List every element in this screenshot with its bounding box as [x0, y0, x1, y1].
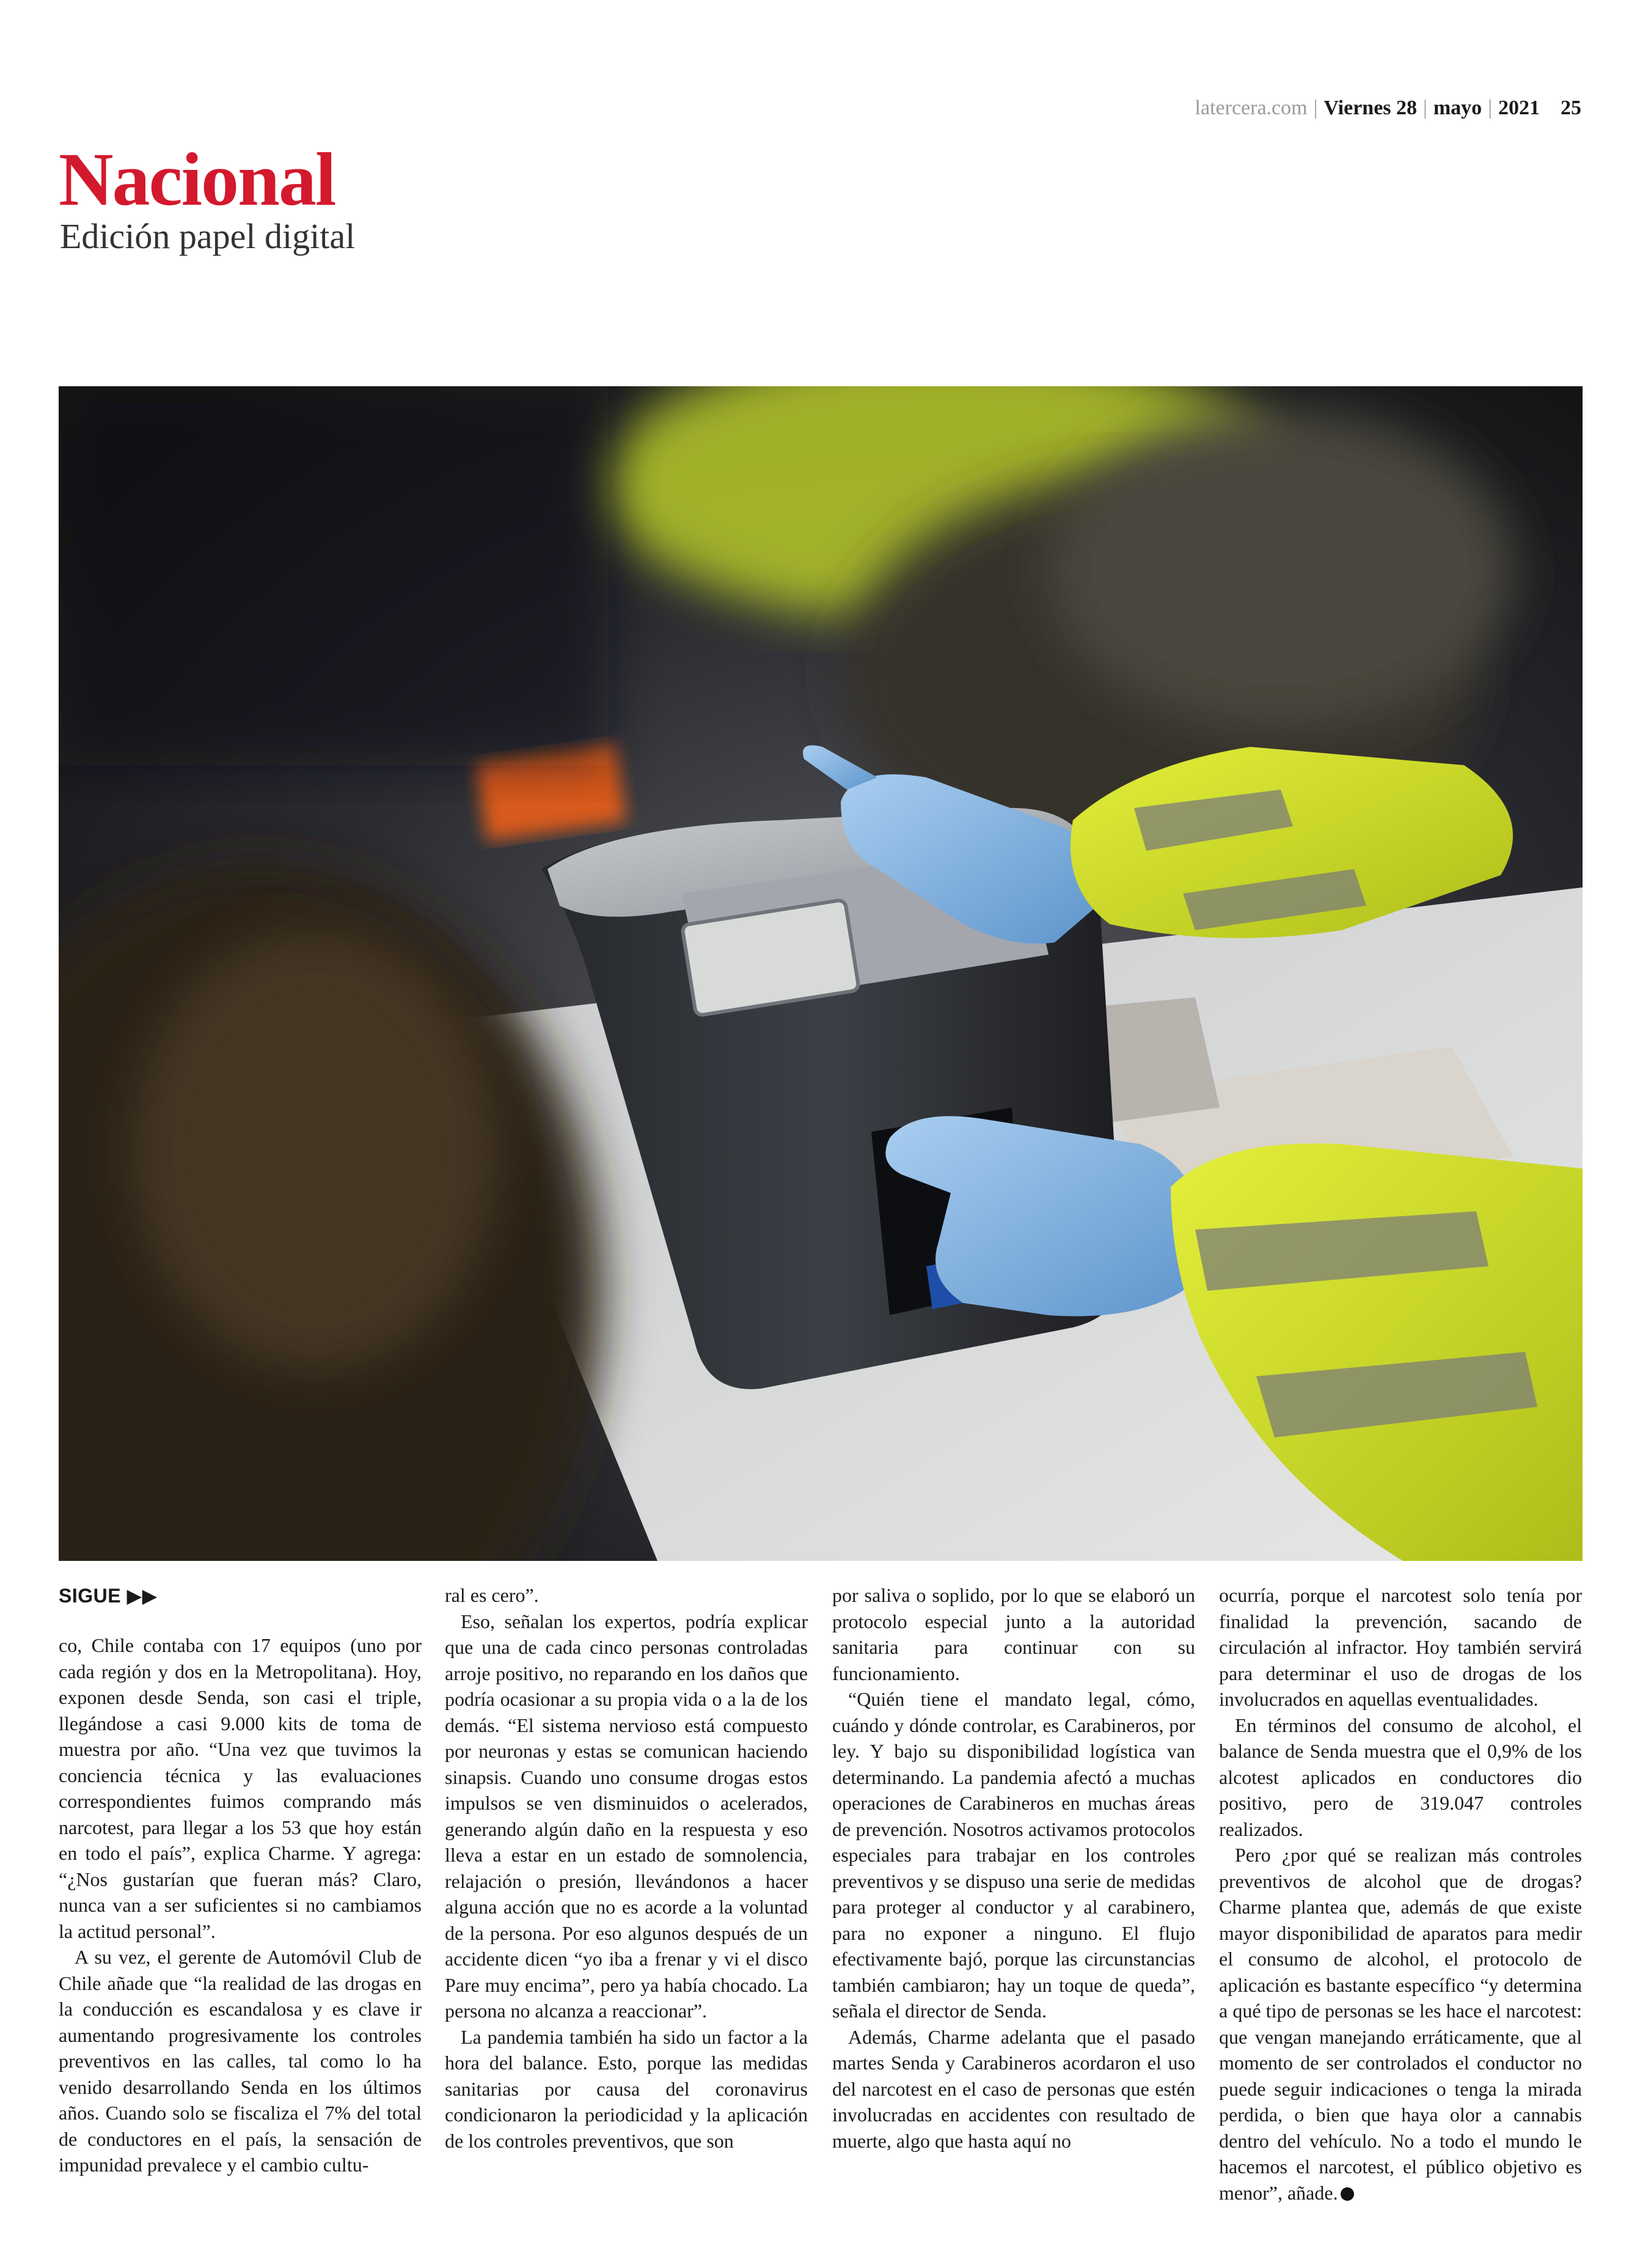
paragraph: “Quién tiene el mandato legal, cómo, cuándo y dónde controlar, es Carabineros, por ley. Y bajo su disponibilidad logística van determinando. La pandemia afectó a muchas operaciones de Carabineros en muchas áreas de prevención. Nosotros activamos protocolos especiales para trabajar en los controles preventivos y se dispuso una serie de medidas para proteger al conductor y al carabinero, para no exponer a ninguno. El flujo efectivamente bajó, porque las circunstancias también cambiaron; hay un toque de queda”, señala el director de Senda. [832, 1688, 1195, 2022]
header-separator: | [1423, 97, 1427, 119]
paragraph: co, Chile contaba con 17 equipos (uno por cada región y dos en la Metropolitana). Hoy, exponen desde Senda, son casi el triple, llegándose a casi 9.000 kits de toma de muestra por año. “Una vez que tuvimos la conciencia técnica y las evaluaciones correspondientes fuimos comprando más narcotest, para llegar a los 53 que hoy están en todo el país”, explica Charme. Y agrega: “¿Nos gustarían que fueran más? Claro, nunca van a ser suficientes si no cambiamos la actitud personal”. [59, 1634, 422, 1942]
article-column-2 [445, 1582, 808, 2154]
header-year: 2021 [1498, 97, 1540, 119]
paragraph: ral es cero”. [445, 1584, 539, 1606]
paragraph: En términos del consumo de alcohol, el balance de Senda muestra que el 0,9% de los alcotest aplicados en conductores dio positivo, pero de 319.047 controles realizados. [1219, 1714, 1582, 1840]
site-name: latercera.com [1195, 97, 1308, 119]
paragraph: A su vez, el gerente de Automóvil Club de Chile añade que “la realidad de las drogas en la conducción es escandalosa y es clave ir aumentando progresivamente los controles preventivos en las calles, tal como lo ha venido desarrollando Senda en los últimos años. Cuando solo se fiscaliza el 7% del total de conductores en el país, la sensación de impunidad prevalece y el cambio cultu- [59, 1946, 422, 2176]
page-header [1195, 97, 1581, 120]
paragraph: La pandemia también ha sido un factor a la hora del balance. Esto, porque las medidas sanitarias por causa del coronavirus condicionaron la periodicidad y la aplicación de los controles preventivos, que son [445, 2025, 808, 2152]
paragraph-text: Pero ¿por qué se realizan más controles preventivos de alcohol que de drogas? Charme plantea que, además de que existe mayor disponibilidad de aparatos para medir el consumo de alcohol, el protocolo de aplicación es bastante específico “y determina a qué tipo de personas se les hace el narcotest: que vengan manejando erráticamente, que al momento de ser controlados el conductor no puede seguir indicaciones o tenga la mirada perdida, o bien que haya olor a cannabis dentro del vehículo. No a todo el mundo le hacemos el narcotest, el público objetivo es menor”, añade. [1219, 1844, 1582, 2204]
page-number: 25 [1561, 97, 1581, 119]
paragraph: Además, Charme adelanta que el pasado martes Senda y Carabineros acordaron el uso del narcotest en el caso de personas que estén involucradas en accidentes con resultado de muerte, algo que hasta aquí no [832, 2025, 1195, 2152]
header-separator: | [1313, 97, 1318, 119]
paragraph: Eso, señalan los expertos, podría explicar que una de cada cinco personas controladas arroje positivo, no reparando en los daños que podría ocasionar a su propia vida o a la de los demás. “El sistema nervioso está compuesto por neuronas y estas se comunican haciendo sinapsis. Cuando uno consume drogas estos impulsos se ven disminuidos o acelerados, generando algún daño en la respuesta y eso lleva a estar en un estado de somnolencia, relajación o presión, llevándonos a hacer alguna acción que no es acorde a la voluntad de la persona. Por eso algunos después de un accidente dicen “yo iba a frenar y vi el disco Pare muy encima”, pero ya había chocado. La persona no alcanza a reaccionar”. [445, 1610, 808, 2022]
paragraph: por saliva o soplido, por lo que se elaboró un protocolo especial junto a la autoridad sanitaria para continuar con su funcionamiento. [832, 1584, 1195, 1684]
paragraph: ocurría, porque el narcotest solo tenía por finalidad la prevención, sacando de circulación al infractor. Hoy también servirá para determinar el uso de drogas de los involucrados en aquellas eventualidades. [1219, 1584, 1582, 1710]
section-subtitle: Edición papel digital [60, 216, 356, 256]
end-of-article-dot [1341, 2187, 1354, 2201]
article-column-4 [1219, 1582, 1582, 2206]
article-photo [59, 386, 1583, 1561]
header-day: Viernes 28 [1323, 97, 1418, 119]
header-separator: | [1488, 97, 1492, 119]
header-month: mayo [1433, 97, 1482, 119]
paragraph [1219, 1842, 1582, 2206]
continue-marker: SIGUE ▶▶ [59, 1585, 158, 1607]
article-column-3 [832, 1582, 1195, 2154]
article-column-1 [59, 1632, 422, 2178]
section-title: Nacional [59, 138, 335, 221]
photo-drawing [59, 386, 1583, 1561]
